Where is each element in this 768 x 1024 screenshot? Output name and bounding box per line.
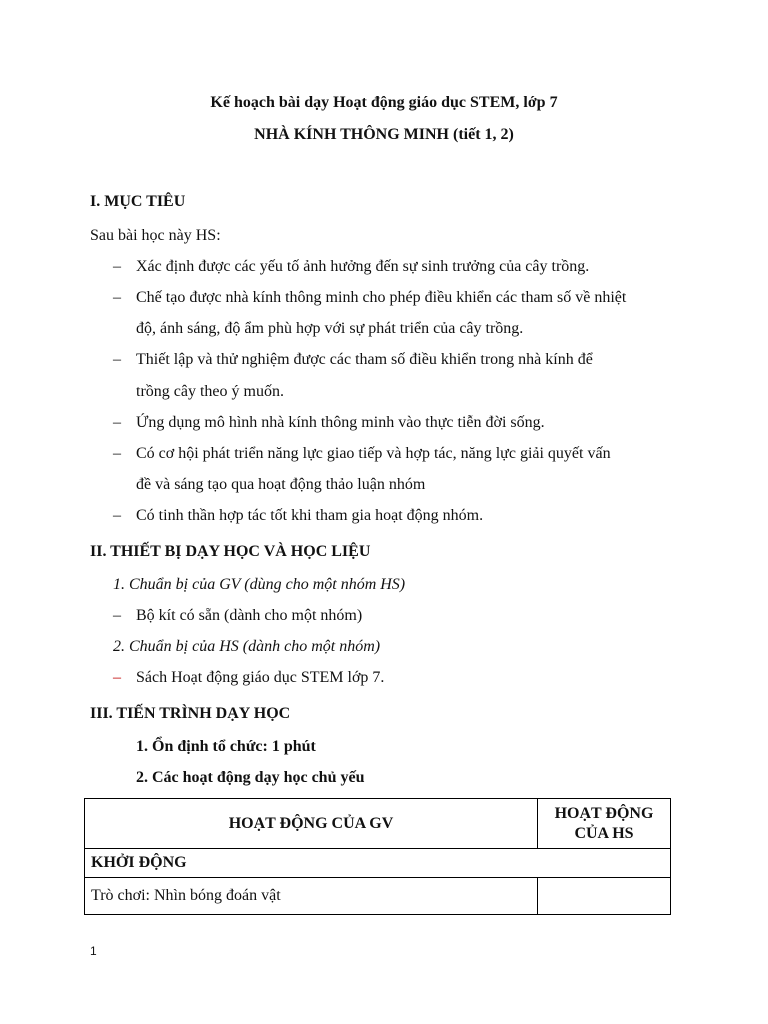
list-item-text: Bộ kít có sẵn (dành cho một nhóm) [136, 607, 363, 624]
list-item-continuation: đề và sáng tạo qua hoạt động thảo luận nhóm [136, 476, 426, 493]
list-item-text: Ứng dụng mô hình nhà kính thông minh vào thực tiễn đời sống. [136, 414, 545, 431]
header-student-activity [538, 799, 671, 849]
objectives-intro: Sau bài học này HS: [90, 227, 221, 244]
table-row [85, 878, 671, 915]
list-item-continuation: trồng cây theo ý muốn. [136, 383, 284, 400]
section-heading-equipment: II. THIẾT BỊ DẠY HỌC VÀ HỌC LIỆU [90, 543, 371, 560]
section-heading-objectives: I. MỤC TIÊU [90, 193, 186, 210]
header-student-activity-line2: CỦA HS [574, 824, 634, 842]
list-item-text: Chế tạo được nhà kính thông minh cho phép điều khiển các tham số về nhiệt [136, 289, 627, 306]
list-item-continuation: độ, ánh sáng, độ ẩm phù hợp với sự phát triển của cây trồng. [136, 320, 524, 337]
table-header-row [85, 799, 671, 849]
list-item-text: Thiết lập và thử nghiệm được các tham số điều khiển trong nhà kính để [136, 351, 593, 368]
activities-table [84, 798, 671, 915]
list-item-text: Sách Hoạt động giáo dục STEM lớp 7. [136, 669, 385, 686]
section-row-warmup: KHỞI ĐỘNG [85, 849, 671, 878]
bullet-dash: – [113, 507, 121, 524]
table-cell [538, 878, 671, 915]
bullet-dash: – [113, 445, 121, 462]
bullet-dash: – [113, 258, 121, 275]
bullet-dash: – [113, 414, 121, 431]
step-organization: 1. Ổn định tổ chức: 1 phút [136, 738, 316, 755]
lesson-title: NHÀ KÍNH THÔNG MINH (tiết 1, 2) [254, 126, 514, 143]
header-student-activity-line1: HOẠT ĐỘNG [554, 804, 654, 822]
subheading-student-prep: 2. Chuẩn bị của HS (dành cho một nhóm) [113, 638, 381, 655]
subheading-teacher-prep: 1. Chuẩn bị của GV (dùng cho một nhóm HS) [113, 576, 406, 593]
bullet-dash: – [113, 669, 121, 686]
table-cell: Trò chơi: Nhìn bóng đoán vật [85, 878, 538, 915]
step-main-activities: 2. Các hoạt động dạy học chủ yếu [136, 769, 365, 786]
page-number: 1 [90, 944, 97, 958]
header-teacher-activity: HOẠT ĐỘNG CỦA GV [85, 799, 538, 849]
bullet-dash: – [113, 351, 121, 368]
bullet-dash: – [113, 607, 121, 624]
section-heading-process: III. TIẾN TRÌNH DẠY HỌC [90, 705, 291, 722]
table-section-row [85, 849, 671, 878]
document-title: Kế hoạch bài dạy Hoạt động giáo dục STEM, lớp 7 [210, 94, 558, 111]
list-item-text: Xác định được các yếu tố ảnh hưởng đến sự sinh trưởng của cây trồng. [136, 258, 590, 275]
bullet-dash: – [113, 289, 121, 306]
list-item-text: Có cơ hội phát triển năng lực giao tiếp và hợp tác, năng lực giải quyết vấn [136, 445, 611, 462]
list-item-text: Có tinh thần hợp tác tốt khi tham gia hoạt động nhóm. [136, 507, 484, 524]
